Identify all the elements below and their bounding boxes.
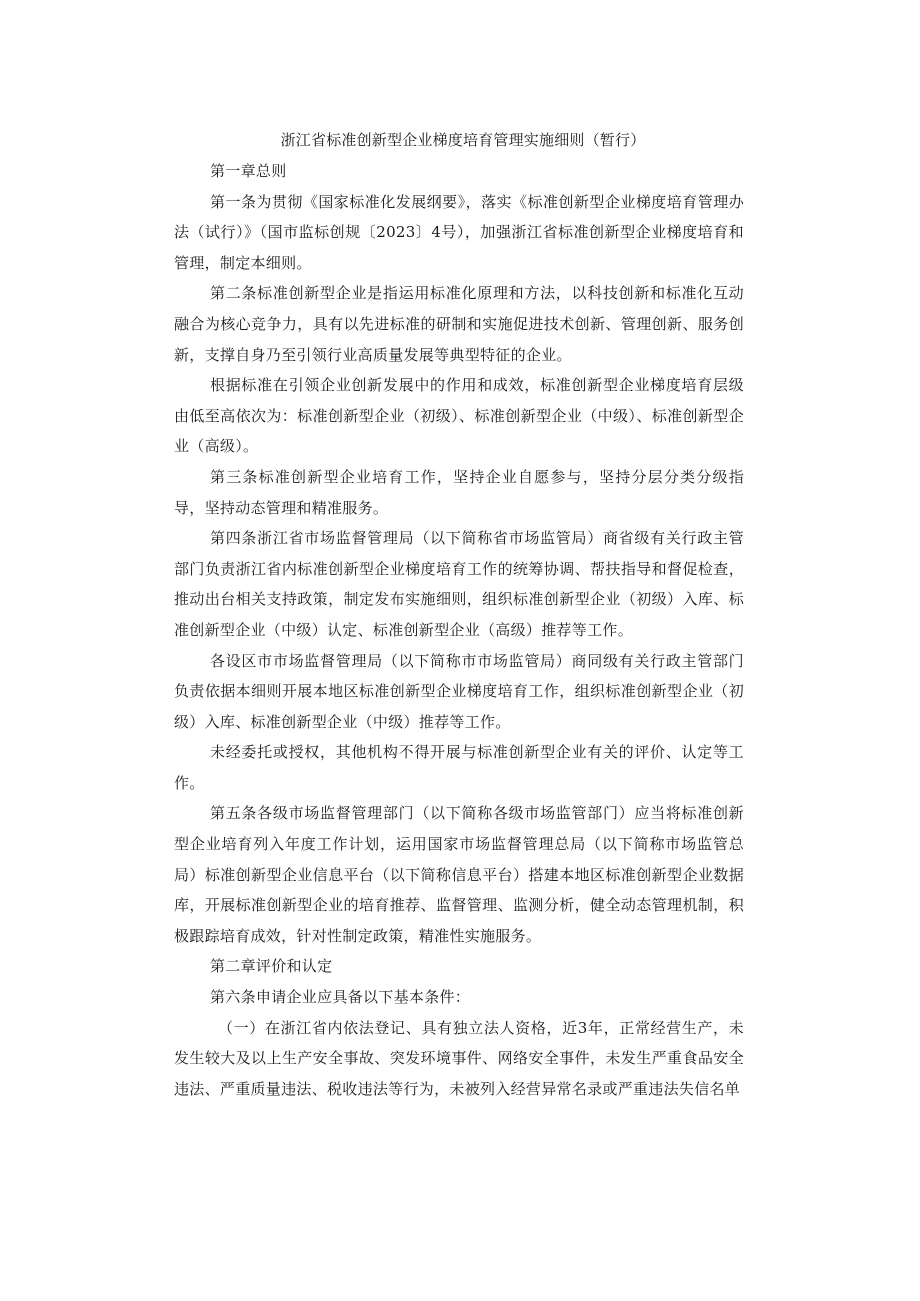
article-2-levels-paragraph: 根据标准在引领企业创新发展中的作用和成效，标准创新型企业梯度培育层级由低至高依次为：标准创新型企业（初级）、标准创新型企业（中级）、标准创新型企业（高级）。 — [174, 376, 744, 456]
article-1-paragraph: 第一条为贯彻《国家标准化发展纲要》，落实《标准创新型企业梯度培育管理办法（试行）》（国市监标创规〔2023〕4号），加强浙江省标准创新型企业梯度培育和管理，制定本细则。 — [174, 192, 744, 272]
article-4-paragraph: 第四条浙江省市场监督管理局（以下简称省市场监管局）商省级有关行政主管部门负责浙江省内标准创新型企业梯度培育工作的统筹协调、帮扶指导和督促检查，推动出台相关支持政策，制定发布实施细则，组织标准创新型企业（初级）入库、标准创新型企业（中级）认定、标准创新型企业（高级）推荐等工作。 — [174, 529, 744, 639]
article-5-paragraph: 第五条各级市场监督管理部门（以下简称各级市场监管部门）应当将标准创新型企业培育列入年度工作计划，运用国家市场监督管理总局（以下简称市场监管总局）标准创新型企业信息平台（以下简称信息平台）搭建本地区标准创新型企业数据库，开展标准创新型企业的培育推荐、监督管理、监测分析，健全动态管理机制，积极跟踪培育成效，针对性制定政策，精准性实施服务。 — [174, 804, 744, 945]
chapter-heading-2: 第二章评价和认定 — [210, 957, 333, 976]
article-6-item-1: （一）在浙江省内依法登记、具有独立法人资格，近3年，正常经营生产，未发生较大及以上生产安全事故、突发环境事件、网络安全事件，未发生严重食品安全违法、严重质量违法、税收违法等行为，未被列入经营异常名录或严重违法失信名单 — [174, 1018, 744, 1098]
article-3-paragraph: 第三条标准创新型企业培育工作，坚持企业自愿参与，坚持分层分类分级指导，坚持动态管理和精准服务。 — [174, 467, 744, 517]
article-4-city-paragraph: 各设区市市场监督管理局（以下简称市市场监管局）商同级有关行政主管部门负责依据本细则开展本地区标准创新型企业梯度培育工作，组织标准创新型企业（初级）入库、标准创新型企业（中级）推荐等工作。 — [174, 651, 744, 731]
article-4-restriction-paragraph: 未经委托或授权，其他机构不得开展与标准创新型企业有关的评价、认定等工作。 — [174, 743, 744, 792]
article-2-paragraph: 第二条标准创新型企业是指运用标准化原理和方法，以科技创新和标准化互动融合为核心竞争力，具有以先进标准的研制和实施促进技术创新、管理创新、服务创新，支撑自身乃至引领行业高质量发展等典型特征的企业。 — [174, 284, 744, 364]
article-6-paragraph: 第六条申请企业应具备以下基本条件： — [210, 988, 471, 1007]
document-title: 浙江省标准创新型企业梯度培育管理实施细则（暂行） — [280, 131, 646, 149]
chapter-heading-1: 第一章总则 — [210, 162, 287, 180]
document-page — [174, 128, 744, 1104]
